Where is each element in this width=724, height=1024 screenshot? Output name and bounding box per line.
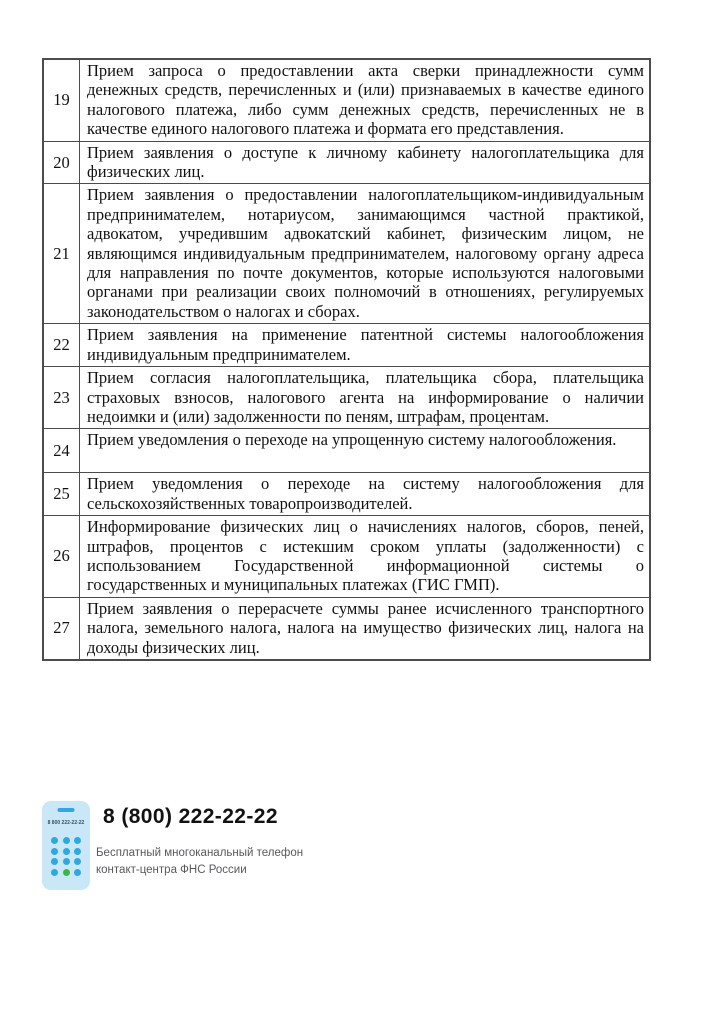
table-row [43, 367, 650, 429]
contact-description [96, 845, 303, 878]
row-number: 27 [43, 597, 80, 660]
table-row [43, 473, 650, 516]
row-text: Прием заявления на применение патентной системы налогообложения индивидуальным предпринимателем. [80, 324, 651, 367]
services-table [42, 58, 651, 661]
row-text: Прием заявления о предоставлении налогоплательщиком-индивидуальным предпринимателем, нотариусом, занимающимся частной практикой, адвокатом, учредившим адвокатский кабинет, физическим лицом, не являющимся индивидуальным предпринимателем, налоговому органу адреса для направления по почте документов, которые используются налоговыми органами при реализации своих полномочий в отношениях, регулируемых законодательством о налогах и сборах. [80, 184, 651, 324]
table-row [43, 516, 650, 598]
services-table-body [43, 59, 650, 660]
row-number: 26 [43, 516, 80, 598]
phone-icon-number: 8 800 222-22-22 [47, 820, 85, 826]
row-number: 23 [43, 367, 80, 429]
contact-description-line1: Бесплатный многоканальный телефон [96, 847, 304, 859]
table-row [43, 59, 650, 141]
row-number: 21 [43, 184, 80, 324]
keypad-dot [74, 837, 81, 844]
row-number: 24 [43, 429, 80, 473]
row-text: Прием запроса о предоставлении акта сверки принадлежности сумм денежных средств, перечисленных и (или) признаваемых в качестве единого налогового платежа, либо сумм денежных средств, перечисленных не в качестве единого налогового платежа и формата его представления. [80, 59, 651, 141]
row-text: Прием заявления о доступе к личному кабинету налогоплательщика для физических лиц. [80, 141, 651, 184]
row-text: Прием уведомления о переходе на систему налогообложения для сельскохозяйственных товаропроизводителей. [80, 473, 651, 516]
keypad-dot [63, 858, 70, 865]
row-number: 19 [43, 59, 80, 141]
keypad-dot [51, 837, 58, 844]
row-number: 20 [43, 141, 80, 184]
row-text: Прием согласия налогоплательщика, плательщика сбора, плательщика страховых взносов, налогового агента на информирование о наличии недоимки и (или) задолженности по пеням, штрафам, процентам. [80, 367, 651, 429]
table-row [43, 597, 650, 660]
keypad-dot [51, 848, 58, 855]
keypad-dot [74, 858, 81, 865]
keypad-dot [74, 848, 81, 855]
phone-keypad-icon [42, 801, 90, 890]
row-number: 25 [43, 473, 80, 516]
contact-description-line2: контакт-центра ФНС России [96, 863, 247, 876]
table-row [43, 324, 650, 367]
keypad-dot [51, 858, 58, 865]
phone-speaker-bar [58, 808, 75, 812]
row-text: Информирование физических лиц о начислениях налогов, сборов, пеней, штрафов, процентов с истекшим сроком уплаты (задолженности) с использованием Государственной информационной системы о государственных и муниципальных платежах (ГИС ГМП). [80, 516, 651, 598]
keypad-dot-green [63, 869, 70, 876]
keypad-dot [63, 848, 70, 855]
table-row [43, 184, 650, 324]
contact-phone-number: 8 (800) 222-22-22 [103, 805, 278, 828]
row-number: 22 [43, 324, 80, 367]
row-text: Прием уведомления о переходе на упрощенную систему налогообложения. [80, 429, 651, 473]
row-text: Прием заявления о перерасчете суммы ранее исчисленного транспортного налога, земельного налога, налога на имущество физических лиц, налога на доходы физических лиц. [80, 597, 651, 660]
keypad-dot [51, 869, 58, 876]
keypad-dot [74, 869, 81, 876]
table-row [43, 141, 650, 184]
table-row [43, 429, 650, 473]
keypad-dot [63, 837, 70, 844]
phone-keypad [51, 837, 81, 876]
